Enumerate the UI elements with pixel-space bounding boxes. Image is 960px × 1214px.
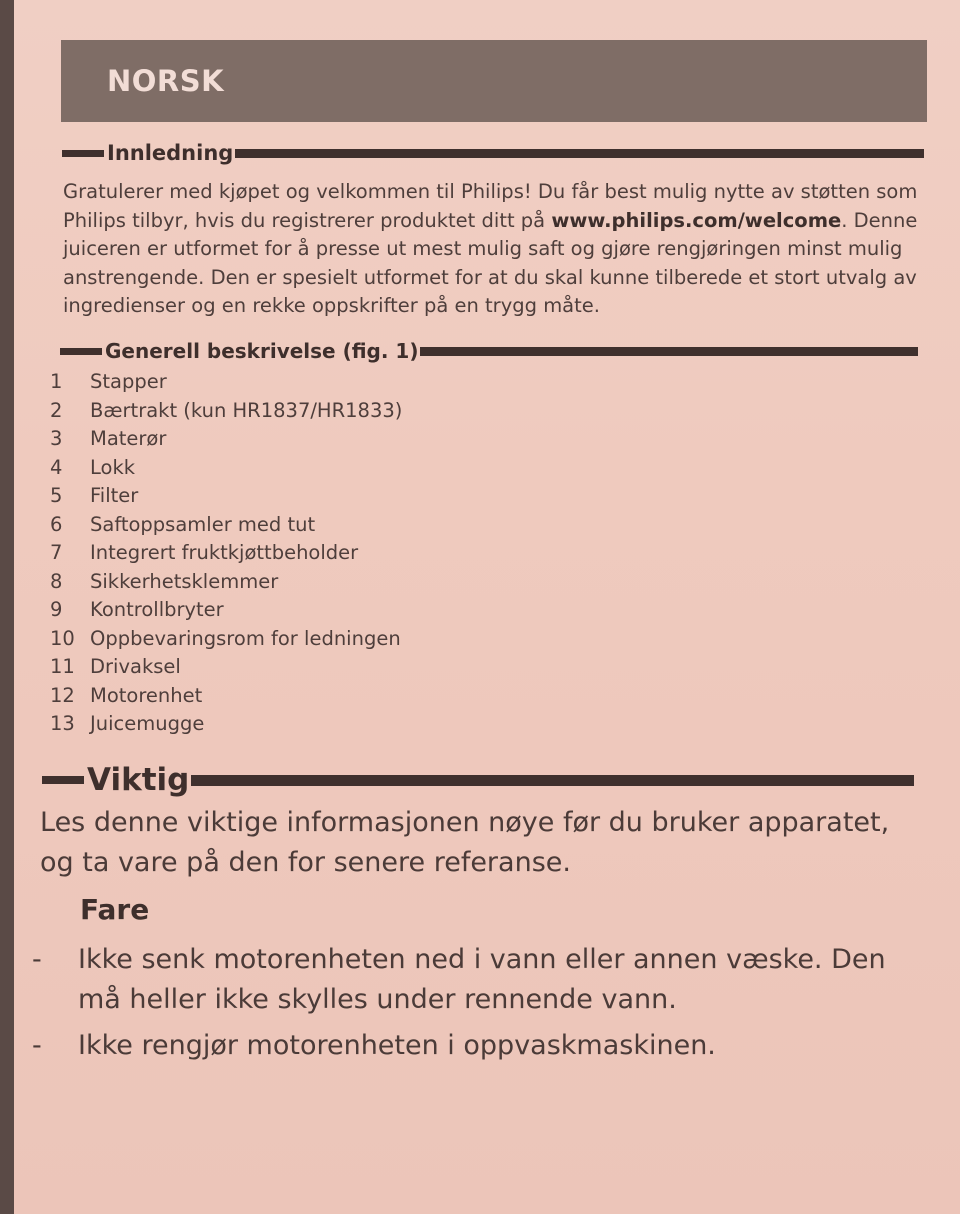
- parts-list: [50, 368, 650, 739]
- section-heading-general: [60, 338, 918, 364]
- banner-title: NORSK: [107, 64, 225, 98]
- heading-rule-left: [42, 776, 84, 784]
- item-label: Integrert fruktkjøttbeholder: [90, 541, 359, 564]
- list-item: [50, 568, 650, 597]
- danger-bullet: [32, 1026, 937, 1066]
- item-number: 6: [50, 512, 63, 536]
- list-item: [50, 425, 650, 454]
- item-label: Sikkerhetsklemmer: [90, 569, 279, 593]
- item-number: 9: [50, 598, 63, 621]
- bullet-text: Ikke senk motorenheten ned i vann eller annen væske. Den må heller ikke skylles under rennende vann.: [78, 944, 886, 1015]
- item-label: Juicemugge: [90, 712, 205, 735]
- intro-text-2: . Denne juiceren er utformet for å presse ut mest mulig saft og gjøre rengjøringen minst mulig anstrengende. Den er spesielt utformet for at du skal kunne tilberede et stort utvalg av ingredienser og en rekke oppskrifter på en trygg måte.: [63, 208, 918, 317]
- item-label: Oppbevaringsrom for ledningen: [90, 626, 401, 650]
- intro-paragraph: [63, 178, 933, 321]
- heading-rule-right: [420, 347, 918, 356]
- section-heading-intro: [62, 140, 924, 166]
- list-item: [50, 482, 650, 511]
- heading-label: Viktig: [87, 762, 190, 798]
- item-label: Saftoppsamler med tut: [90, 512, 316, 536]
- list-item: [50, 368, 650, 397]
- item-label: Lokk: [90, 455, 136, 479]
- item-number: 13: [50, 712, 75, 735]
- list-item: [50, 454, 650, 483]
- list-item: [50, 397, 650, 426]
- item-label: Drivaksel: [90, 655, 181, 678]
- bullet-dash: -: [32, 1030, 42, 1061]
- item-number: 2: [50, 398, 63, 422]
- heading-rule-left: [60, 348, 102, 355]
- item-number: 10: [50, 626, 75, 650]
- danger-bullet: [32, 940, 937, 1020]
- item-label: Kontrollbryter: [90, 598, 224, 621]
- item-number: 7: [50, 541, 63, 564]
- heading-label: Innledning: [107, 141, 234, 165]
- section-heading-important: [42, 760, 914, 800]
- list-item: [50, 653, 650, 682]
- item-number: 1: [50, 370, 63, 393]
- item-number: 11: [50, 655, 75, 678]
- list-item: [50, 511, 650, 540]
- heading-rule-right: [235, 149, 924, 158]
- bullet-dash: -: [32, 944, 42, 975]
- item-number: 4: [50, 455, 63, 479]
- list-item: [50, 682, 650, 711]
- bullet-text: Ikke rengjør motorenheten i oppvaskmaskinen.: [78, 1030, 716, 1061]
- important-text: Les denne viktige informasjonen nøye før du bruker apparatet, og ta vare på den for senere referanse.: [40, 807, 890, 878]
- item-number: 5: [50, 484, 63, 507]
- heading-rule-left: [62, 150, 104, 157]
- heading-rule-right: [191, 775, 914, 786]
- item-label: Bærtrakt (kun HR1837/HR1833): [90, 398, 403, 422]
- welcome-link[interactable]: www.philips.com/welcome: [551, 208, 842, 232]
- manual-page: [14, 0, 960, 1214]
- item-label: Stapper: [90, 370, 167, 393]
- danger-heading: Fare: [80, 893, 150, 926]
- language-banner: [61, 40, 927, 122]
- item-label: Materør: [90, 427, 167, 450]
- intro-text-1: Gratulerer med kjøpet og velkommen til Philips! Du får best mulig nytte av støtten som Philips tilbyr, hvis du registrerer produktet ditt på: [63, 180, 918, 232]
- heading-label: Generell beskrivelse (fig. 1): [105, 339, 419, 363]
- item-number: 3: [50, 427, 63, 450]
- item-number: 8: [50, 569, 63, 593]
- list-item: [50, 596, 650, 625]
- item-label: Motorenhet: [90, 683, 203, 707]
- item-number: 12: [50, 683, 75, 707]
- item-label: Filter: [90, 484, 139, 507]
- list-item: [50, 625, 650, 654]
- list-item: [50, 710, 650, 739]
- danger-list: [32, 940, 937, 1072]
- list-item: [50, 539, 650, 568]
